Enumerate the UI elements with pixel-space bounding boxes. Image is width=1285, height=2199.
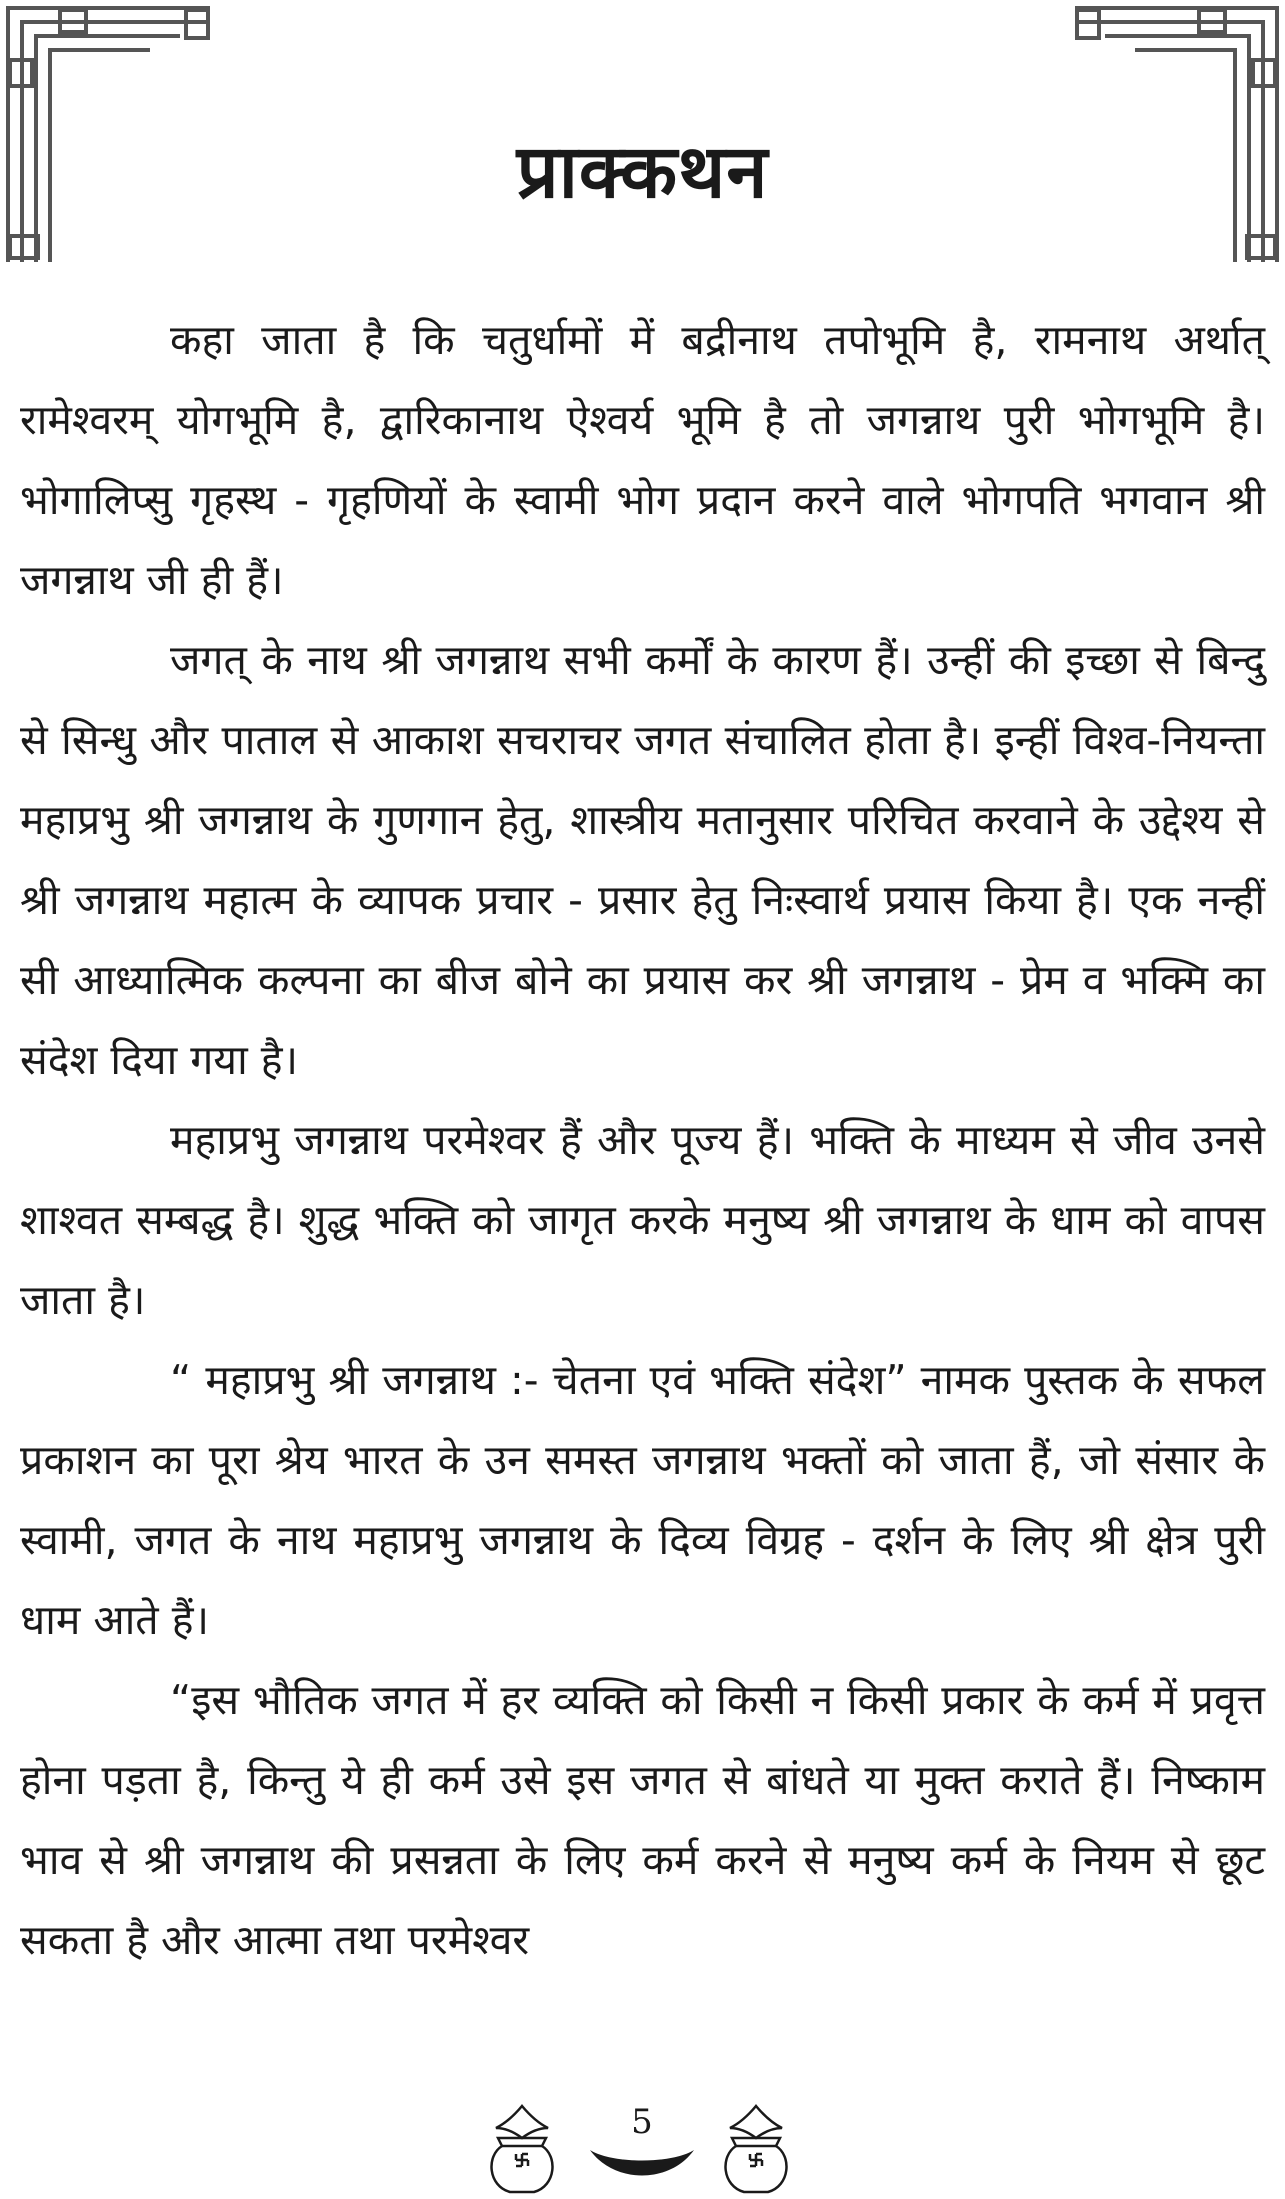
page-footer	[0, 2090, 1285, 2199]
paragraph-5: “इस भौतिक जगत में हर व्यक्ति को किसी न किसी प्रकार के कर्म में प्रवृत्त होना पड़ता है, किन्तु ये ही कर्म उसे इस जगत से बांधते या मुक्त कराते हैं। निष्काम भाव से श्री जगन्नाथ की प्रसन्नता के लिए कर्म करने से मनुष्य कर्म के नियम से छूट सकता है और आत्मा तथा परमेश्वर	[20, 1676, 1265, 1964]
page-number: 5	[631, 2102, 653, 2142]
body-text	[20, 300, 1265, 1980]
lotus-ornament-icon	[586, 2144, 698, 2188]
page-title: प्राक्कथन	[516, 129, 769, 215]
kalash-left-icon	[482, 2102, 562, 2197]
paragraph-2: जगत् के नाथ श्री जगन्नाथ सभी कर्मों के कारण हैं। उन्हीं की इच्छा से बिन्दु से सिन्धु और पाताल से आकाश सचराचर जगत संचालित होता है। इन्हीं विश्व-नियन्ता महाप्रभु श्री जगन्नाथ के गुणगान हेतु, शास्त्रीय मतानुसार परिचित करवाने के उद्देश्य से श्री जगन्नाथ महात्म के व्यापक प्रचार - प्रसार हेतु निःस्वार्थ प्रयास किया है। एक नन्हीं सी आध्यात्मिक कल्पना का बीज बोने का प्रयास कर श्री जगन्नाथ - प्रेम व भक्मि का संदेश दिया गया है।	[20, 636, 1265, 1084]
paragraph-1: कहा जाता है कि चतुर्धामों में बद्रीनाथ तपोभूमि है, रामनाथ अर्थात् रामेश्वरम् योगभूमि है, द्वारिकानाथ ऐश्वर्य भूमि है तो जगन्नाथ पुरी भोगभूमि है। भोगालिप्सु गृहस्थ - गृहणियों के स्वामी भोग प्रदान करने वाले भोगपति भगवान श्री जगन्नाथ जी ही हैं।	[20, 316, 1265, 604]
paragraph-3: महाप्रभु जगन्नाथ परमेश्वर हैं और पूज्य हैं। भक्ति के माध्यम से जीव उनसे शाश्वत सम्बद्ध है। शुद्ध भक्ति को जागृत करके मनुष्य श्री जगन्नाथ के धाम को वापस जाता है।	[20, 1116, 1265, 1324]
paragraph-4: “ महाप्रभु श्री जगन्नाथ :- चेतना एवं भक्ति संदेश” नामक पुस्तक के सफल प्रकाशन का पूरा श्रेय भारत के उन समस्त जगन्नाथ भक्तों को जाता हैं, जो संसार के स्वामी, जगत के नाथ महाप्रभु जगन्नाथ के दिव्य विग्रह - दर्शन के लिए श्री क्षेत्र पुरी धाम आते हैं।	[20, 1356, 1265, 1644]
kalash-right-icon	[716, 2102, 796, 2197]
